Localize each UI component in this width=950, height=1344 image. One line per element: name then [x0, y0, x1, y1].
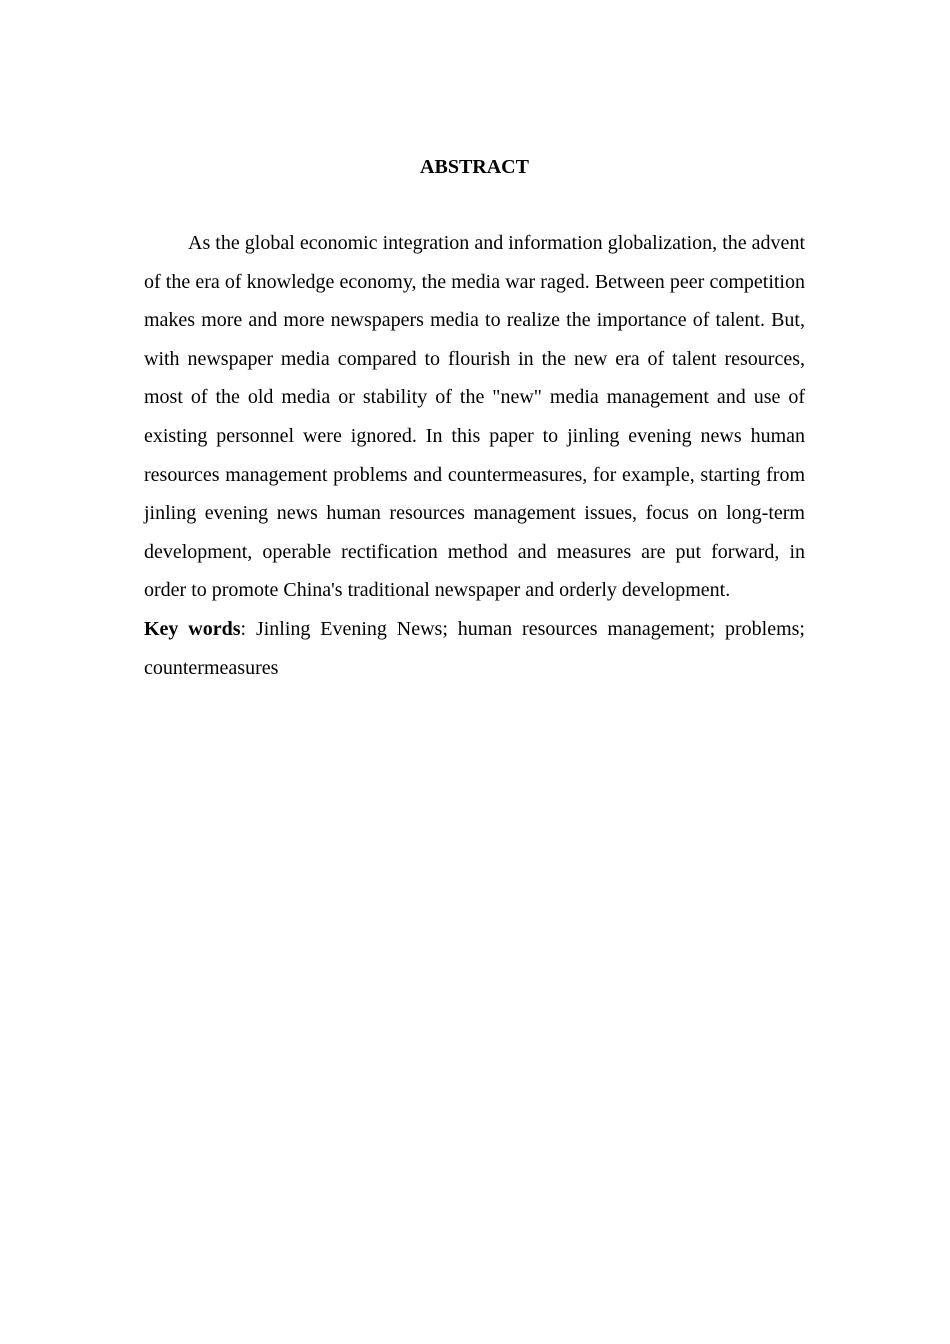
keywords-separator: :: [240, 617, 256, 640]
keywords-value: Jinling Evening News; human resources management; problems; countermeasures: [144, 617, 805, 679]
keywords-line: [144, 610, 805, 687]
abstract-body: As the global economic integration and information globalization, the advent of the era of knowledge economy, the media war raged. Between peer competition makes more and more newspapers media to realize the importance of talent. But, with newspaper media compared to flourish in the new era of talent resources, most of the old media or stability of the "new" media management and use of existing personnel were ignored. In this paper to jinling evening news human resources management problems and countermeasures, for example, starting from jinling evening news human resources management issues, focus on long-term development, operable rectification method and measures are put forward, in order to promote China's traditional newspaper and orderly development.: [144, 232, 805, 602]
keywords-label: Key words: [144, 617, 241, 640]
abstract-section: [144, 224, 805, 687]
abstract-title: ABSTRACT: [420, 156, 529, 178]
